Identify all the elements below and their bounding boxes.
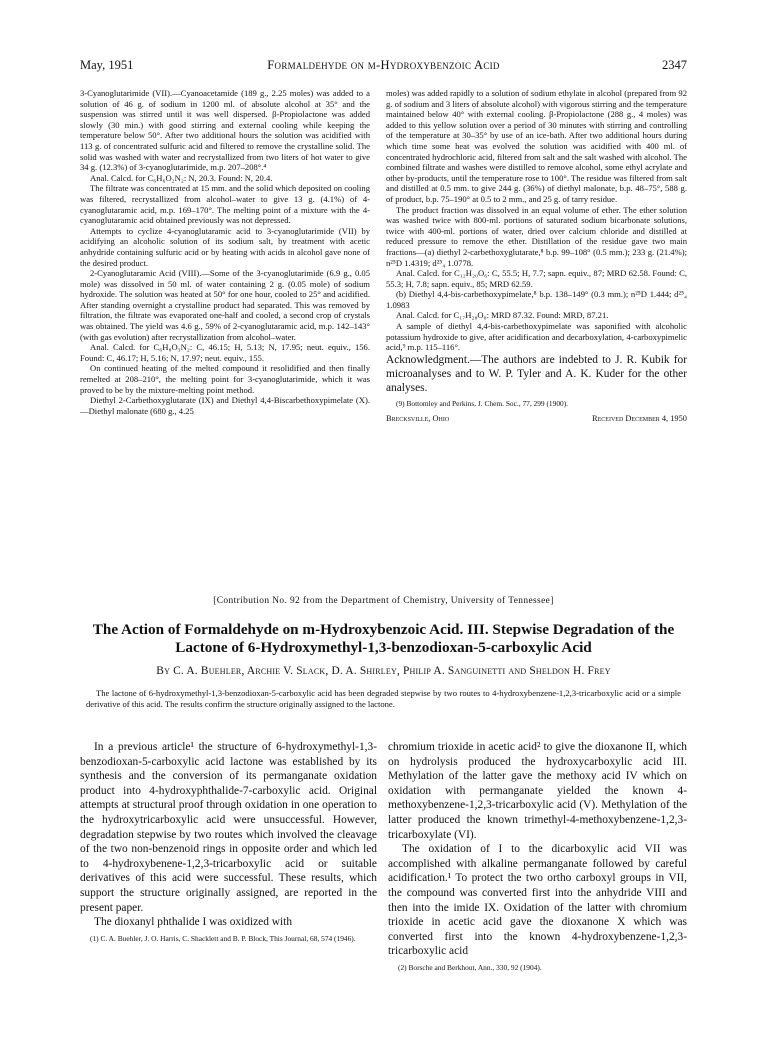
paragraph: Attempts to cyclize 4-cyanoglutaramic acid to 3-cyanoglutarimide (VII) by acidifying an alcoholic solution of its sodium salt, by treatment with acetic anhydride containing sulfuric acid or by heating with acids in alcohol gave none of the desired product. — [80, 225, 370, 268]
paragraph: Anal. Calcd. for C₆H₆O₂N₂: N, 20.3. Found: N, 20.4. — [90, 172, 273, 183]
footnote-text: (9) Bottomley and Perkins, J. Chem. Soc., 77, 299 (1900). — [396, 398, 569, 408]
footnote — [80, 934, 377, 943]
article-authors: By C. A. Buehler, Archie V. Slack, D. A. Shirley, Philip A. Sanguinetti and Sheldon H. Frey — [156, 665, 611, 677]
paragraph: In a previous article¹ the structure of 6-hydroxymethyl-1,3-benzodioxan-5-carboxylic acid lactone was established by its synthesis and the conversion of its permanganate oxidation product into 4-hydroxyphthalide-7-carboxylic acid. Original attempts at structural proof through oxidation in one operation to the hydroxytricarboxylic acid were unsuccessful. However, degradation stepwise by two routes which involved the cleavage of the two non-benzenoid rings in opposite order and which led to 4-hydroxybenene-1,2,3-tricarboxylic acid or suitable derivatives of this acid were successful. These results, which support the structure originally assigned, are reported in the present paper. — [80, 741, 377, 914]
signoff-place: Brecksville, Ohio — [386, 414, 450, 424]
paragraph: Anal. Calcd. for C₁₇H₂₈O₈: MRD 87.32. Found: MRD, 87.21. — [396, 310, 609, 321]
paragraph: On continued heating of the melted compound it resolidified and then finally remelted at 208–210°, the melting point for 3-cyanoglutarimide, which it was proved to be by the mixture-melting point method. — [80, 363, 370, 395]
paragraph: (b) Diethyl 4,4-bis-carbethoxypimelate,⁸ b.p. 138–149° (0.3 mm.); n²⁵D 1.444; d²⁵₄ 1.0983 — [386, 289, 687, 310]
paragraph: 3-Cyanoglutarimide (VII).—Cyanoacetamide (189 g., 2.25 moles) was added to a solution of 46 g. of sodium in 1200 ml. of absolute alcohol at 35° and the suspension was stirred until it was well dispersed. β-Propiolactone was added slowly (30 min.) with good stirring and external cooling while keeping the temperature below 50°. After two additional hours the solution was acidified with 113 g. of concentrated sulfuric acid and filtered to remove the crystalline solid. The solid was washed with water and recrystallized from two liters of hot water to give 34 g. (12.3%) of 3-cyanoglutarimide, m.p. 207–208°.⁴ — [80, 88, 370, 173]
lower-left-column — [80, 740, 377, 943]
signoff-received: Received December 4, 1950 — [592, 414, 687, 424]
footnote-text: (2) Borsche and Berkhout, Ann., 330, 92 (1904). — [398, 962, 542, 972]
paragraph: 2-Cyanoglutaramic Acid (VIII).—Some of the 3-cyanoglutarimide (6.9 g., 0.05 mole) was dissolved in 50 ml. of water containing 2 g. (0.05 mole) of sodium hydroxide. The solution was heated at 50° for one hour, cooled to 25° and acidified. After standing overnight a crystalline product had separated. This was removed by filtration, the filtrate was evaporated one-half and cooled, a second crop of crystals was obtained. The yield was 4.6 g., 59% of 2-cyanoglutaramic acid, m.p. 142–143° (with gas evolution) after recrystallization from alcohol–water. — [80, 268, 370, 342]
upper-left-column — [80, 88, 370, 416]
footnote — [388, 963, 687, 972]
paragraph: A sample of diethyl 4,4-bis-carbethoxypimelate was saponified with alcoholic potassium hydroxide to give, after acidification and decarboxylation, 4-carboxypimelic acid,⁹ m.p. 115–116°. — [386, 321, 687, 353]
paragraph: moles) was added rapidly to a solution of sodium ethylate in alcohol (prepared from 92 g. of sodium and 3 liters of absolute alcohol) with vigorous stirring and the temperature maintained below 40° with external cooling. β-Propiolactone (288 g., 4 moles) was added to this yellow solution over a period of 30 minutes with stirring and controlling of the temperature at 30–35° by use of an ice-bath. After two additional hours during which time some heat was evolved the solution was acidified with 400 ml. of concentrated hydrochloric acid, filtered from salt and the salt washed with alcohol. The combined filtrate and washes were distilled to remove alcohol, some ethyl acrylate and other by-products, until the temperature rose to 100°. The residue was filtered from salt and distilled at 0.5 mm. to give 244 g. (36%) of diethyl malonate, b.p. 48–75°, 588 g. of product, b.p. 75–190° at 0.5 to 2 mm., and 25 g. of tarry residue. — [386, 88, 687, 204]
acknowledgment: Acknowledgment.—The authors are indebted to J. R. Kubik for microanalyses and to W. P. Tyler and A. K. Kuder for the other analyses. — [386, 353, 687, 394]
lower-right-column — [388, 740, 687, 972]
abstract: The lactone of 6-hydroxymethyl-1,3-benzodioxan-5-carboxylic acid has been degraded stepwise by two routes to 4-hydroxybenzene-1,2,3-tricarboxylic acid or a simple derivative of this acid. The results confirm the structure originally assigned to the lactone. — [86, 688, 681, 709]
article-title: The Action of Formaldehyde on m-Hydroxybenzoic Acid. III. Stepwise Degradation of the Lactone of 6-Hydroxymethyl-1,3-benzodioxan-5-carboxylic Acid — [92, 621, 675, 656]
header-running-title: Formaldehyde on m-Hydroxybenzoic Acid — [267, 58, 500, 72]
paragraph: Diethyl 2-Carbethoxyglutarate (IX) and Diethyl 4,4-Biscarbethoxypimelate (X).—Diethyl malonate (680 g., 4.25 — [80, 395, 370, 416]
paragraph: The filtrate was concentrated at 15 mm. and the solid which deposited on cooling was filtered, recrystallized from alcohol–water to give 13 g. (4.1%) of 4-cyanoglutaramic acid, m.p. 169–170°. The melting point of a mixture with the 4-cyanoglutaramic acid obtained previously was not depressed. — [80, 183, 370, 226]
footnote — [386, 399, 687, 408]
upper-right-column — [386, 88, 687, 425]
paragraph: The oxidation of I to the dicarboxylic acid VII was accomplished with alkaline permanganate followed by careful acidification.¹ To protect the two ortho carboxyl groups in VII, the compound was converted first into the anhydride VIII and then into the imide IX. Oxidation of the latter with chromium trioxide in acetic acid gave the dioxanone X which was converted first into the known 4-hydroxybenzene-1,2,3-tricarboxylic acid — [388, 843, 687, 958]
paragraph: The dioxanyl phthalide I was oxidized with — [94, 916, 293, 929]
signoff — [386, 414, 687, 425]
paragraph: Anal. Calcd. for C₆H₈O₃N₂: C, 46.15; H, 5.13; N, 17.95; neut. equiv., 156. Found: C, 46.17; H, 5.16; N, 17.97; neut. equiv., 155. — [80, 342, 370, 363]
paragraph: Anal. Calcd. for C₁₂H₂₀O₆: C, 55.5; H, 7.7; sapn. equiv., 87; MRD 62.58. Found: C, 55.3; H, 7.8; sapn. equiv., 85; MRD 62.59. — [386, 268, 687, 289]
paragraph: chromium trioxide in acetic acid² to give the dioxanone II, which on hydrolysis produced the hydroxycarboxylic acid III. Methylation of the latter gave the methoxy acid IV which on oxidation with permanganate yielded the known 4-methoxybenzene-1,2,3-tricarboxylic acid (V). Methylation of the latter produced the known trimethyl-4-methoxybenzene-1,2,3-tricarboxylate (VI). — [388, 741, 687, 841]
contribution-line: [Contribution No. 92 from the Department of Chemistry, University of Tennessee] — [213, 596, 554, 606]
footnote-text: (1) C. A. Buehler, J. O. Harris, C. Shacklett and B. P. Block, This Journal, 68, 574 (1946). — [90, 933, 356, 943]
header-date: May, 1951 — [80, 58, 134, 72]
paragraph: The product fraction was dissolved in an equal volume of ether. The ether solution was washed twice with 800-ml. portions of saturated sodium bicarbonate solutions, twice with 400-ml. portions of water, dried over calcium chloride and distilled at reduced pressure to remove the ether. Distillation of the residue gave two main fractions—(a) diethyl 2-carbethoxyglutarate,⁸ b.p. 99–108° (0.5 mm.); 233 g. (21.4%); n²⁵D 1.4319; d²⁵₄ 1.0778. — [386, 204, 687, 268]
header-page-number: 2347 — [662, 58, 687, 72]
